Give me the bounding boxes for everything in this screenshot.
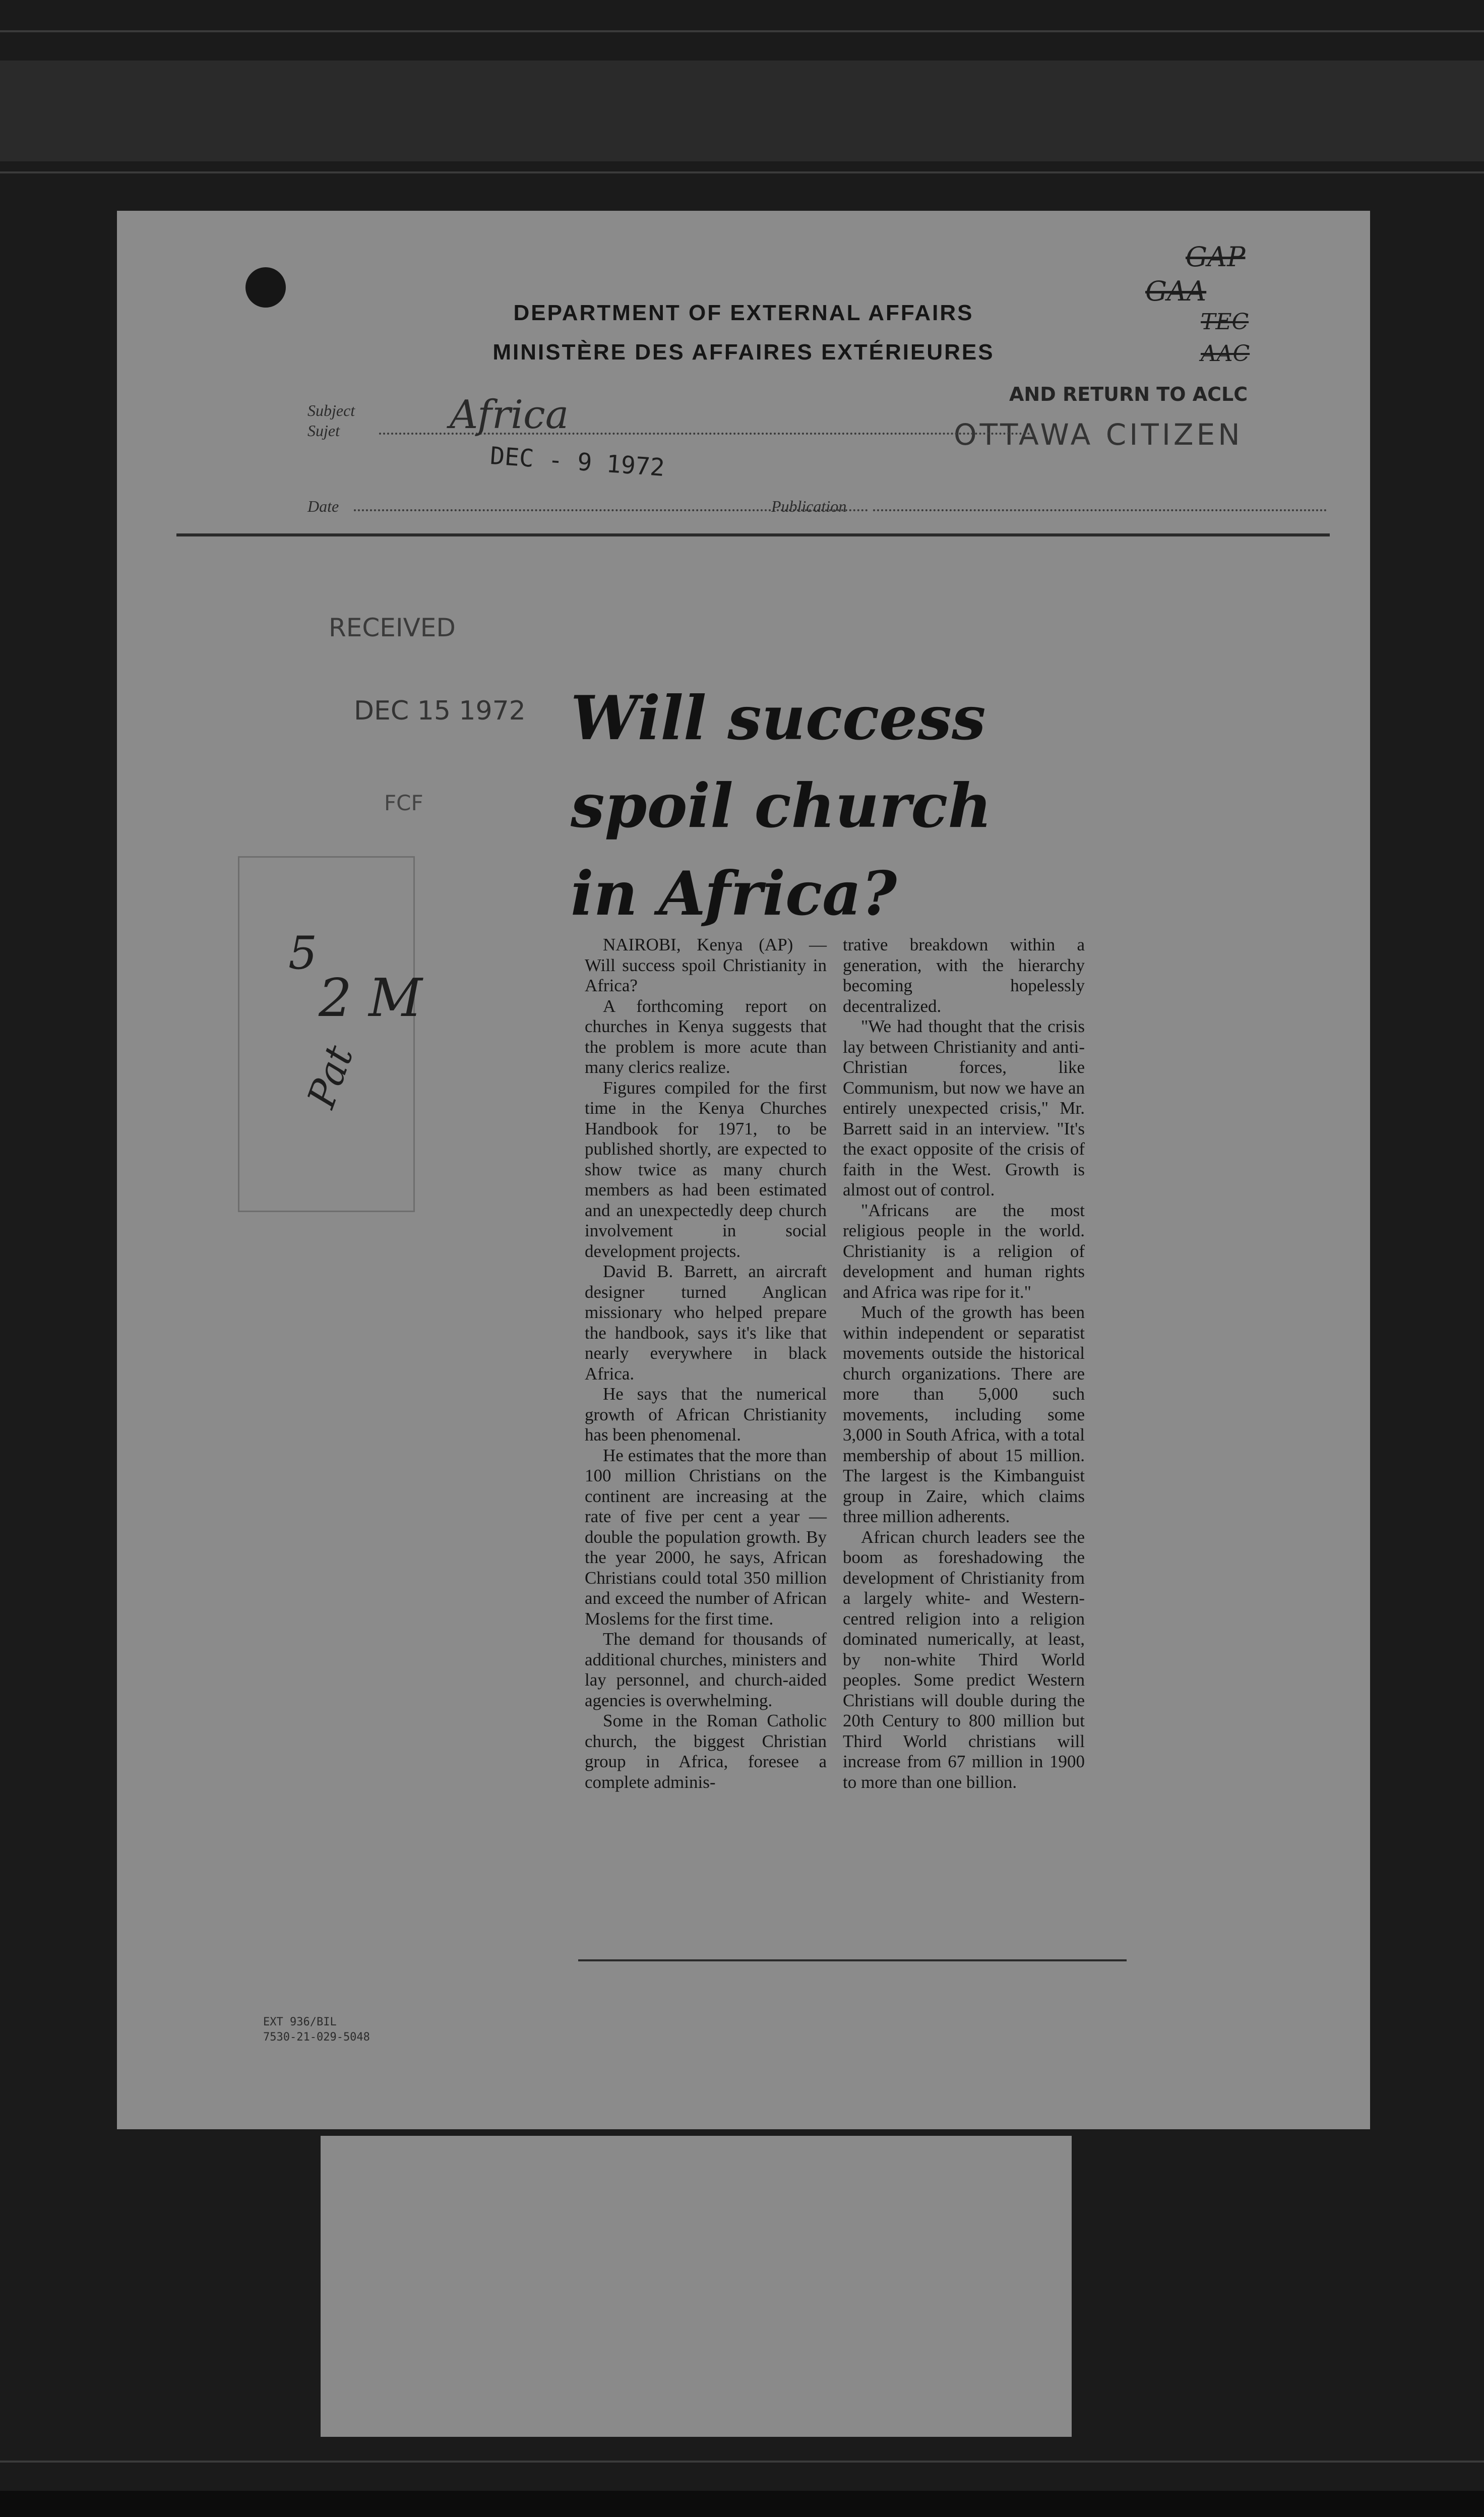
form-stock-number: 7530-21-029-5048: [263, 2031, 370, 2044]
article-paragraph: African church leaders see the boom as foreshadowing the development of Christianity from a largely white- and Western-centred religion into a religion dominated numerically, at least, by non-white Third World peoples. Some predict Western Christians will double during the 20th Century to 800 million but Third World christians will increase from 67 million in 1900 to more than one billion.: [843, 1527, 1085, 1792]
article-end-rule: [578, 1959, 1127, 1961]
film-line: [0, 2461, 1484, 2463]
handwritten-mark: 2 M: [319, 967, 422, 1029]
return-stamp: AND RETURN TO ACLC: [1009, 383, 1248, 405]
filing-stamp-box: [238, 856, 415, 1212]
date-label: Date: [307, 497, 339, 515]
subject-label-fr: Sujet: [307, 422, 340, 440]
routing-mark: AAC: [1201, 341, 1250, 367]
routing-mark: GAA: [1145, 275, 1207, 307]
received-initials: FCF: [384, 791, 423, 815]
date-value: DEC - 9 1972: [489, 441, 666, 483]
article-paragraph: A forthcoming report on churches in Kenya suggests that the problem is more acute than many clerics realize.: [585, 996, 827, 1077]
headline-line: spoil church: [571, 770, 992, 842]
publication-stamp: OTTAWA CITIZEN: [954, 417, 1243, 452]
routing-mark: GAP: [1186, 241, 1246, 273]
article-paragraph: trative breakdown within a generation, with the hierarchy becoming hopelessly decentralized.: [843, 935, 1085, 1016]
headline-line: in Africa?: [571, 858, 897, 929]
received-date: DEC 15 1972: [354, 696, 526, 726]
article-paragraph: NAIROBI, Kenya (AP) — Will success spoil Christianity in Africa?: [585, 935, 827, 995]
article-paragraph: He estimates that the more than 100 million Christians on the continent are increasing at the rate of five per cent a year — double the population growth. By the year 2000, he says, African Christians could total 350 million and exceed the number of African Moslems for the first time.: [585, 1445, 827, 1629]
scanned-form: [117, 211, 1370, 2129]
lower-card: [321, 2136, 1072, 2437]
department-name-fr: MINISTÈRE DES AFFAIRES EXTÉRIEURES: [492, 340, 995, 365]
form-footer: [162, 2015, 370, 2045]
form-code: EXT 936/BIL: [263, 2016, 337, 2028]
article-paragraph: "Africans are the most religious people in the world. Christianity is a religion of development and human rights and Africa was ripe for it.": [843, 1200, 1085, 1302]
publication-line: [873, 509, 1327, 511]
article-paragraph: David B. Barrett, an aircraft designer turned Anglican missionary who helped prepare the handbook, says it's like that nearly everywhere in black Africa.: [585, 1262, 827, 1384]
subject-label-en: Subject: [307, 401, 355, 419]
handwritten-mark: 5: [288, 927, 318, 980]
publication-label: Publication: [771, 497, 847, 515]
department-name-en: DEPARTMENT OF EXTERNAL AFFAIRS: [513, 301, 974, 325]
article-column-right: [843, 935, 1085, 1792]
handwritten-mark: Pat: [298, 1039, 362, 1114]
article-paragraph: Figures compiled for the first time in the Kenya Churches Handbook for 1971, to be published shortly, are expected to show twice as many church members as had been estimated and an unexpectedly deep church involvement in social development projects.: [585, 1077, 827, 1261]
article-headline: [571, 675, 1125, 938]
article-paragraph: He says that the numerical growth of African Christianity has been phenomenal.: [585, 1384, 827, 1445]
article-paragraph: "We had thought that the crisis lay between Christianity and anti-Christian forces, like Communism, but now we have an entirely unexpected crisis," Mr. Barrett said in an interview. "It's the exact opposite of the crisis of faith in the West. Growth is almost out of control.: [843, 1016, 1085, 1200]
film-band-top: [0, 61, 1484, 161]
headline-line: Will success: [571, 683, 986, 754]
article-paragraph: Much of the growth has been within independent or separatist movements outside the historical church organizations. There are more than 5,000 such movements, including some 3,000 in South Africa, with a total membership of about 15 million. The largest is the Kimbanguist group in Zaire, which claims three million adherents.: [843, 1302, 1085, 1526]
subject-value: Africa: [450, 392, 569, 438]
received-stamp: RECEIVED: [329, 613, 456, 642]
article-paragraph: Some in the Roman Catholic church, the biggest Christian group in Africa, foresee a complete adminis-: [585, 1711, 827, 1792]
film-edge: [0, 2491, 1484, 2517]
film-line: [0, 30, 1484, 32]
header-rule: [176, 533, 1330, 536]
article-paragraph: The demand for thousands of additional churches, ministers and lay personnel, and church-aided agencies is overwhelming.: [585, 1629, 827, 1710]
article-column-left: [585, 935, 827, 1792]
routing-mark: TEC: [1201, 309, 1249, 335]
film-line: [0, 171, 1484, 173]
